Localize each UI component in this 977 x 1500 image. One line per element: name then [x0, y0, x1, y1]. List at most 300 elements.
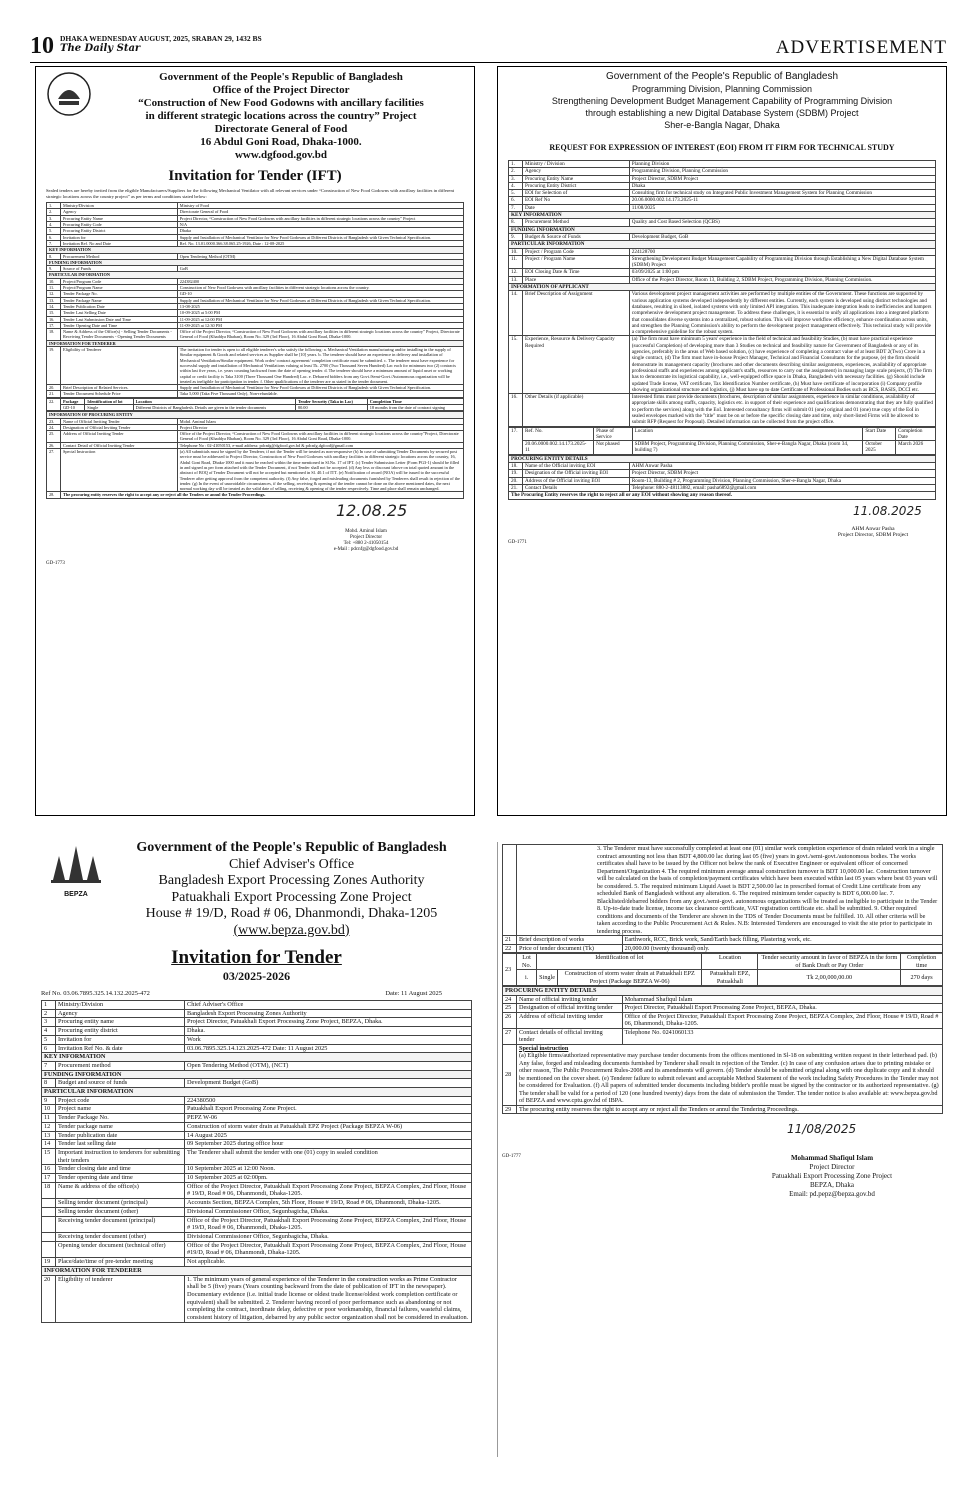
section-header: KEY INFORMATION	[509, 212, 936, 219]
table-row	[509, 291, 936, 336]
row-value: 10 September 2025 at 12:00 Noon.	[185, 1165, 472, 1174]
row-value: Project Director, “Construction of New Food Godowns with ancillary facilities in different strategic locations across the country” Project	[177, 215, 463, 221]
table-row	[42, 1053, 472, 1062]
row-number: 19.	[509, 470, 523, 477]
row-label: Tender package name	[56, 1122, 185, 1131]
row-value: Project Director	[177, 424, 463, 430]
row-value: 03/09/2025 at 1:00 pm	[629, 269, 935, 276]
row-value: Office of the Project Director, Room 13, Building 2, SDBM Project, Programming Division, Planning Commission.	[629, 276, 935, 283]
row-label: Invitation Ref. No and Date	[61, 240, 178, 246]
section-header: PARTICULAR INFORMATION	[47, 272, 464, 278]
lot4-c-0: i.	[517, 970, 537, 986]
bepza-logo-text: BEPZA	[64, 891, 88, 898]
row-label: Tender closing date and time	[56, 1165, 185, 1174]
row-number: 16.	[47, 316, 61, 322]
ad3-address: House # 19/D, Road # 06, Dhanmondi, Dhaka-1205	[145, 906, 438, 921]
ad4-sign-title: Project Director	[809, 1163, 855, 1171]
masthead-rule	[30, 62, 947, 63]
ad1-intro: Sealed tenders are hereby invited from the eligible Manufacturers/Suppliers for the following Mechanical Ventilator with all relevant services under “Construction of New Food Godowns with ancillary facilities in different strategic locations across the country project” as per terms and conditions stated below:	[46, 188, 455, 199]
ad2-sign-title: Project Director, SDBM Project	[837, 531, 909, 538]
row-number: 8.	[509, 219, 523, 226]
table-row	[503, 1004, 943, 1013]
row-value: 09 September 2025 during office hour	[185, 1140, 472, 1149]
row-number	[42, 1232, 56, 1241]
ad2-project-1: Strengthening Development Budget Management Capability of Programming Division	[551, 96, 893, 106]
ad4-r22-v: 20,000.00 (twenty thousand) only.	[622, 944, 942, 953]
row-number: 25.	[47, 431, 61, 443]
ad4-sign-mail: Email: pd.pepz@bepza.gov.bd	[789, 1190, 875, 1198]
row-value: Planning Division	[629, 161, 935, 168]
lot4-c-4: Tk 2,00,000,00.00	[758, 970, 901, 986]
ad3-website: (www.bepza.gov.bd)	[233, 922, 350, 938]
row-number: 23.	[47, 418, 61, 424]
row-number: 27	[503, 1028, 517, 1044]
ad4-r21-n: 21	[503, 936, 517, 945]
lot-h-2: Location	[133, 398, 295, 404]
row-label: Experience, Resource & Delivery Capacity Required	[523, 336, 630, 394]
masthead-left	[30, 34, 262, 58]
lot-c-3: 80.00	[295, 404, 367, 410]
row-value: The invitation for tender is open to all eligible tenderer's who satisfy the following: a. Mechanical Ventilation manufacturing and/or installing in the supply of Similar equipment & Goods and related services as Supplier shall be [10] years. b. The tenderer should have an experience in delivery and installation of Mechanical Ventilation/Similar equipment. Work order/ contract agreement/ completion certificate must be submitted. c. The tenderer must have experience for successful supply and installation of Mechanical Ventilations valuing at least Tk. 2700 (Two Thousand Seven Hundred) Lac each for minimum two (2) contracts within last five years, i.e. years counting backward from the date of opening tender. d. The tenderer should have a minimum amount of liquid asset or working capital or credit facility is Taka 3100 (Three Thousand One Hundred) Lac. e. Debarred bidders from any Govt./Semi-Govt./Autonomous organization will be treated as ineligible for participation in tender. f. Other qualifications of the tenderer are as stated in the tender document.	[177, 347, 463, 385]
table-row	[509, 226, 936, 233]
row-number: 7	[42, 1061, 56, 1070]
ad4-table	[502, 844, 943, 953]
row-value: Taka 5,000 (Taka Five Thousand Only), Non-refundable.	[177, 391, 463, 397]
table-row	[503, 995, 943, 1004]
lot-c-1: Single	[85, 404, 133, 410]
row-value: Office of the Project Director, “Construction of New Food Godowns with ancillary facilities in different strategic locations across the country” Project, Directorate General of Food (Khaddya Bhaban), Room No. 329 (3rd Floor), 16 Abdul Goni Road, Dhaka-1000.	[177, 329, 463, 341]
row-value: Supply and Installation of Mechanical Ventilator for New Food Godowns at Different Districts of Bangladesh with Given Technical Specification.	[177, 234, 463, 240]
row-number: 5.	[509, 190, 523, 197]
table-row	[503, 1028, 943, 1044]
table-row	[509, 276, 936, 283]
row-number: 9.	[47, 266, 61, 272]
ad1-sign-name: Mohd. Aminul Islam	[345, 528, 387, 534]
page-number: 10	[30, 33, 54, 59]
table-row	[509, 455, 936, 462]
section-header: FUNDING INFORMATION	[509, 226, 936, 233]
row-value: Strengthening Development Budget Management Capability of Programming Division through Establishing a New Digital Database System (SDBM) Project	[629, 255, 935, 269]
row-number: 3.	[509, 175, 523, 182]
row-value: Ministry of Food	[177, 203, 463, 209]
section-header: FUNDING INFORMATION	[42, 1070, 472, 1079]
row-value: N/A	[177, 222, 463, 228]
row-number: 12	[42, 1122, 56, 1131]
ref-c-2: SDBM Project, Programming Division, Planning Commission, Sher-e-Bangla Nagar, Dhaka (room 34, building 7)	[632, 441, 863, 455]
row-value: 03.06.7895.325.14.123.2025-472 Date: 11 August 2025	[185, 1044, 472, 1053]
table-row	[509, 477, 936, 484]
row-value: Construction of New Food Godowns with ancillary facilities in different strategic locations across the country.	[177, 285, 463, 291]
row-number: 25	[503, 1004, 517, 1013]
row-value: GD-10	[177, 291, 463, 297]
row-number: 7.	[47, 240, 61, 246]
ad4-r23-n: 23	[503, 954, 517, 986]
row-value: Divisional Commissioner Office, Segunbagicha, Dhaka.	[185, 1232, 472, 1241]
row-label: Designation of official inviting tender	[517, 1004, 623, 1013]
section-header: FUNDING INFORMATION	[47, 259, 464, 265]
row-label: Address of official inviting tender	[517, 1012, 623, 1028]
row-number: 12.	[509, 269, 523, 276]
row-number: 5.	[47, 228, 61, 234]
table-row	[509, 463, 936, 470]
ad3-office: Chief Adviser's Office	[228, 856, 355, 872]
lot4-h-4: Completion time	[901, 954, 943, 970]
row-value: Construction of storm water drain at Patuakhali EPZ Project (Package BEPZA W-06)	[185, 1122, 472, 1131]
table-row	[42, 1266, 472, 1275]
row-value: Open Tendering Method (OTM)	[177, 253, 463, 259]
row-number: 1	[42, 1001, 56, 1010]
row-number: 1.	[509, 161, 523, 168]
row-number: 20	[42, 1275, 56, 1322]
table-row	[42, 1096, 472, 1105]
table-row	[509, 197, 936, 204]
lot-h-1: Identification of lot	[85, 398, 133, 404]
row-number	[42, 1199, 56, 1208]
ad4-signature: 11/08/2025	[787, 1122, 857, 1136]
ad4-sign-org: BEPZA, Dhaka	[810, 1181, 854, 1189]
lot4-c-1: Single	[537, 970, 558, 986]
row-label: Name of official inviting tender	[517, 995, 623, 1004]
ref-h-4: Completion Date	[896, 427, 936, 441]
row-label: Procurement method	[56, 1061, 185, 1070]
row-label: Ministry/Division	[56, 1001, 185, 1010]
row-label: Brief Description of Related Services.	[61, 385, 178, 391]
row-label: Place/date/time of pre-tender meeting	[56, 1258, 185, 1267]
row-number: 16	[42, 1165, 56, 1174]
row-value: Supply and Installation of Mechanical Ventilator for New Food Godowns at Different Districts of Bangladesh with Given Technical Specification.	[177, 385, 463, 391]
table-row	[42, 1207, 472, 1216]
row-value: The Tenderer shall submit the tender with one (01) copy in sealed condition	[185, 1148, 472, 1164]
ref-c-1: Not phased	[594, 441, 632, 455]
row-label: Agency	[61, 209, 178, 215]
row-number: 26.	[47, 442, 61, 448]
row-label: Procuring Entity Name	[61, 215, 178, 221]
ad3-number: 03/2025-2026	[222, 969, 291, 983]
row-label: Receiving tender document (principal)	[56, 1216, 185, 1232]
table-row	[509, 248, 936, 255]
row-number: 3.	[47, 215, 61, 221]
table-row	[509, 336, 936, 394]
row-value: Development Budget (GoB)	[185, 1079, 472, 1088]
row-number: 18	[42, 1182, 56, 1198]
table-row	[42, 1199, 472, 1208]
section-title: ADVERTISEMENT	[775, 37, 947, 58]
ad4-r22-n: 22	[503, 944, 517, 953]
row-label: Address of Official Inviting Tender	[61, 431, 178, 443]
section-header: KEY INFORMATION	[42, 1053, 472, 1062]
ad4-eligibility-cont: 3. The Tenderer must have successfully completed at least one (01) similar work completion experience of drain related work in a single contract amounting not less than BDT 4,800.00 lac during last 05 (five) years in govt./semi-govt./autonomous bodies. The works certificates shall have to be issued by the Officer not below the rank of Executive Engineer or equivalent officer of concerned Department/Organization 4. The required minimum average annual construction turnover is BDT 10,000.00 lac. Construction turnover will be calculated on the basis of completion/payment certificates which have been executed within last 05 years where best 03 years will be considered. 5. The required minimum Liquid Asset is BDT 2,500.00 lac in prescribed format of Credit Line certificate from any scheduled Bank of Bangladesh without any alteration. 6. The required minimum tender capacity is BDT 6,000.00 lac. 7. Blacklisted/debarred bidders from any govt./semi-govt. autonomous organizations will be treated as ineligible to participate in the Tender 8. Up-to-date trade license, income tax clearance certificate, VAT registration certificate etc. shall be submitted. 9. Other required conditions and documents of the Tenderer are shown in the TDS of Tender Documents must be fulfilled. 10. All other criteria will be taken according to the Public Procurement Act & Rules. N.B: Interested Tenderers are encouraged to visit the site prior to participate in tendering process.	[517, 845, 943, 936]
lot4-h-0: Lot No.	[517, 954, 537, 970]
row-value: Telephone No. 0241060133	[622, 1028, 942, 1044]
ad1-gov: Government of the People's Republic of Bangladesh	[159, 71, 403, 83]
table-row	[42, 1140, 472, 1149]
row-label: Eligibility of Tenderer	[61, 347, 178, 385]
row-label: Eligibility of tenderer	[56, 1275, 185, 1322]
table-row	[42, 1165, 472, 1174]
row-number: 28.	[47, 492, 61, 498]
row-label: Project/Program Name	[61, 285, 178, 291]
row-label: Name of the Official inviting EOI	[523, 463, 630, 470]
row-number: 24.	[47, 424, 61, 430]
row-value: Dhaka	[177, 228, 463, 234]
table-row	[47, 449, 464, 492]
table-row	[47, 492, 464, 498]
row-value: AHM Anwar Pasha	[629, 463, 935, 470]
row-value: Development Budget, GoB	[629, 233, 935, 240]
row-value: Room-13, Building # 2, Programming Division, Planning Commission, Sher-e-Bangla Nagar, Dhaka	[629, 477, 935, 484]
table-row	[509, 394, 936, 426]
row-number: 20.	[509, 477, 523, 484]
lot-c-2: Different Districts of Bangladesh. Details are given in the tender documents	[133, 404, 295, 410]
row-value: Project Director, SDBM Project	[629, 470, 935, 477]
ad4-special: (a) Eligible firms/authorized representative may purchase tender documents from the offices mentioned in Sl-18 on submitting written request in their letterhead pad. (b) Any false, forged and misleading documents furnished by Tenderer shall result in rejection of the Tender. (c) In case of any confusion arises due to printing mistake or other reason, The Public Procurement Rules-2008 and its amendments will govern. (d) Tender should be submitted original along with one duplicate copy and it should be mentioned on the cover sheet. (e) Tenderer failure to submit relevant and acceptable Method Statement of the work including Safety Procedures in the Tender may not be considered for Evaluation. (f) All papers of submitted tender documents including bidder's profile must be signed by the contractor or its authorized representative. (g) The tender shall be valid for a period of 120 (one hundred twenty) days from the date of submission the Tender. The tender notice is also available at: www.bepza.gov.bd of BEPZA and www.cptu.gov.bd of IBPA.	[519, 1052, 939, 1104]
row-label: Budget & Source of Funds	[523, 233, 630, 240]
row-value: Telephone No : 02-41050153, e-mail address: pdcnfg@dgfood.gov.bd & pdcnfg.dgfood@gmail.com	[177, 442, 463, 448]
row-number: 11.	[509, 255, 523, 269]
row-number: 9	[42, 1096, 56, 1105]
ad4-r21-v: Earthwork, RCC, Brick work, Sand/Earth back filling, Plastering work, etc.	[622, 936, 942, 945]
lot4-c-2: Construction of storm water drain at Patuakhali EPZ Project (Package BEPZA W-06)	[558, 970, 702, 986]
ad2-sign-name: AHM Anwar Pasha	[851, 525, 895, 532]
ad4-gd: GD-1777	[502, 1154, 521, 1159]
ad1-project-2: in different strategic locations across the country” Project	[145, 110, 417, 122]
table-row	[509, 204, 936, 211]
ad2-footer: The Procuring Entity reserves the right to reject all or any EOI without showing any reason thereof.	[509, 492, 936, 499]
table-row	[509, 233, 936, 240]
row-value: Office of the Project Director, “Construction of New Food Godowns with ancillary facilities in different strategic locations across the country”Project, Directorate General of Food (Khaddya Bhaban), Room No. 329 (3rd Floor), 16 Abdul Goni Road, Dhaka-1000.	[177, 431, 463, 443]
row-number: 19	[42, 1258, 56, 1267]
row-number	[42, 1216, 56, 1232]
table-row	[509, 219, 936, 226]
row-number: 13	[42, 1131, 56, 1140]
ad3-project: Patuakhali Export Processing Zone Project	[171, 889, 412, 905]
table-row	[509, 175, 936, 182]
row-number: 14.	[47, 303, 61, 309]
row-number: 9.	[509, 233, 523, 240]
table-row	[42, 1027, 472, 1036]
ad1-title: Invitation for Tender (IFT)	[168, 168, 342, 184]
paper-name: The Daily Star	[60, 43, 141, 54]
table-row	[509, 182, 936, 189]
row-value: Dhaka.	[185, 1027, 472, 1036]
row-label: Tender Package No.	[61, 291, 178, 297]
row-label: Procuring Entity District	[523, 182, 630, 189]
row-label: Agency	[56, 1009, 185, 1018]
ad4-r28-n: 28	[503, 1044, 517, 1105]
row-label: Special Instruction	[61, 449, 178, 492]
row-number: 26	[503, 1012, 517, 1028]
row-label: Procuring Entity District	[61, 228, 178, 234]
ad2-division: Programming Division, Planning Commission	[631, 84, 813, 94]
section-header: PARTICULAR INFORMATION	[42, 1088, 472, 1097]
ad2-signature: 11.08.2025	[853, 503, 922, 518]
lot-h-4: Completion Time	[367, 398, 463, 404]
lot4-h-3: Tender security amount in favor of BEPZA in the form of Bank Draft or Pay Order	[758, 954, 901, 970]
row-value: GoB	[177, 266, 463, 272]
row-label: Tender Last Submission Date and Time	[61, 316, 178, 322]
row-label: Budget and source of funds	[56, 1079, 185, 1088]
ad3-ref: Ref No. 03.06.7895.325.14.132.2025-472	[41, 990, 150, 997]
row-label: Designation of Official Inviting Tender	[61, 424, 178, 430]
row-value: Office of the Project Director, Patuakhali Export Processing Zone Project, BEPZA Complex, 2nd Floor, House #19/D, Road # 06, Dhanmondi, Dhaka-1205.	[185, 1241, 472, 1257]
row-number: 17	[42, 1174, 56, 1183]
ad4-lot-table	[502, 953, 943, 986]
ad-sdbm-eoi	[497, 66, 947, 816]
row-label: Opening tender document (technical offer)	[56, 1241, 185, 1257]
table-row	[42, 1232, 472, 1241]
row-number: 6	[42, 1044, 56, 1053]
row-value: Supply and Installation of Mechanical Ventilator for New Food Godowns at Different Districts of Bangladesh with Given Technical Specification.	[177, 297, 463, 303]
ad4-special-title: Special instruction	[519, 1044, 569, 1052]
row-number: 4.	[509, 182, 523, 189]
row-number: 4.	[47, 222, 61, 228]
row-label: Tender Package Name	[61, 297, 178, 303]
lot4-h-1: Identification of lot	[537, 954, 702, 970]
ref-h-3: Start Date	[863, 427, 896, 441]
row-number: 13.	[47, 297, 61, 303]
table-row	[509, 470, 936, 477]
table-row	[47, 391, 464, 397]
row-label: Tender Package No.	[56, 1114, 185, 1123]
ad3-authority: Bangladesh Export Processing Zones Authority	[158, 873, 425, 888]
row-label: The procuring entity reserves the right to accept any or reject all the Tenders or annul the Tender Proceedings.	[61, 492, 464, 498]
row-label: Procurement Method	[61, 253, 178, 259]
row-label: Procuring Entity Code	[61, 222, 178, 228]
lot-h-0: Package	[61, 398, 85, 404]
row-number: 11	[42, 1114, 56, 1123]
row-label: Source of Funds	[61, 266, 178, 272]
ad1-gd: GD-1773	[46, 560, 65, 566]
ad1-address: 16 Abdul Goni Road, Dhaka-1000.	[200, 136, 362, 148]
table-row	[42, 1035, 472, 1044]
dgfood-logo-icon	[46, 71, 92, 117]
row-label: Contact details of official inviting tender	[517, 1028, 623, 1044]
row-number: 4	[42, 1027, 56, 1036]
row-number	[42, 1207, 56, 1216]
row-label: Address of the Official inviting EOI	[523, 477, 630, 484]
ad4-sign-name: Mohammad Shafiqul Islam	[790, 1154, 874, 1162]
row-value: 224382400	[177, 278, 463, 284]
row-number: 21.	[47, 391, 61, 397]
row-label: Tender last selling date	[56, 1140, 185, 1149]
ad4-r29-v: The procuring entity reserves the right to accept any or reject all the Tenders or annul the Tendering Proceedings.	[517, 1105, 943, 1114]
section-header: INFORMATION OF APPLICANT	[509, 284, 936, 291]
row-number: 15	[42, 1148, 56, 1164]
ad2-title: REQUEST FOR EXPRESSION OF INTEREST (EOI) FROM IT FIRM FOR TECHNICAL STUDY	[549, 143, 895, 152]
row-label: Tender Document Schedule Price	[61, 391, 178, 397]
row-value: 14 August 2025	[185, 1131, 472, 1140]
table-row	[509, 284, 936, 291]
row-label: Procurement Method	[523, 219, 630, 226]
lot4-h-2: Location	[702, 954, 758, 970]
lot-c-0: GD-10	[61, 404, 85, 410]
table-row	[42, 1275, 472, 1322]
row-number: 17.	[47, 322, 61, 328]
row-label: Invitation Ref No. & date	[56, 1044, 185, 1053]
ad2-ref-table: 17. Ref. No. Phase of Service Location Start Date Completion Date 20.06.0000.002.14.173.2025-11 Not phased SDBM Project, Programming Division, Planning Commission, Sher-e-Bangla Nagar, Dhaka (room 34, building 7) October 2025 March 2026	[508, 427, 936, 455]
row-label: Project / Program Code	[523, 248, 630, 255]
ad3-title: Invitation for Tender	[171, 947, 342, 968]
row-label: Contact Details	[523, 484, 630, 491]
ad2-gd: GD-1771	[508, 539, 527, 545]
table-row	[42, 1216, 472, 1232]
row-number	[42, 1241, 56, 1257]
ad2-place: Sher-e-Bangla Nagar, Dhaka	[664, 120, 780, 130]
ref-c-4: March 2026	[896, 441, 936, 455]
row-value: Office of the Project Director, Patuakhali Export Processing Zone Project, BEPZA Complex, 2nd Floor, House # 19/D, Road # 06, Dhanmondi, Dhaka-1205.	[622, 1012, 942, 1028]
row-value: Chief Adviser's Office	[185, 1001, 472, 1010]
row-value: 11-09-2025 at 12:30 PM	[177, 322, 463, 328]
row-value: PEPZ W-06	[185, 1114, 472, 1123]
ad1-sign-mail: e-Mail : pdcnfg@dgfood.gov.bd	[333, 546, 399, 552]
ad2-gov: Government of the People's Republic of Bangladesh	[605, 71, 839, 82]
row-value: 11-09-2025 at 12:00 PM	[177, 316, 463, 322]
table-row	[42, 1148, 472, 1164]
ad1-lot-table: 22. Package Identification of lot Location Tender Security (Taka in Lac) Completion Time GD-10 Single Different Districts of Bangladesh. Details are given in the tender documents 80.00 18 months from the date of contract signing	[46, 398, 464, 412]
table-row	[42, 1114, 472, 1123]
table-row	[42, 1018, 472, 1027]
bepza-logo-icon	[49, 840, 103, 886]
dateline: DHAKA WEDNESDAY AUGUST, 2025, SRABAN 29, 1432 BS	[60, 34, 262, 43]
table-row	[42, 1001, 472, 1010]
row-label: Selling tender document (principal)	[56, 1199, 185, 1208]
ad3-table	[41, 1000, 472, 1323]
ad4-proc-table	[502, 986, 943, 1114]
row-value: 13-08-2025	[177, 303, 463, 309]
row-label: Invitation for	[61, 234, 178, 240]
row-label: Designation of the Official inviting EOI	[523, 470, 630, 477]
ad1-website: www.dgfood.gov.bd	[234, 149, 327, 161]
row-value: Various development project management activities are performed by multiple entities of the Government. These functions are supported by various application systems developed independently by different entities. Currently, each system is developed using distinct technologies and databases, resulting in siloed, isolated systems with only limited API integration. This inadequate integration leads to inefficiencies and hampers comprehensive development project management. To address these challenges, it is essential to unify all applications into a integrated platform that consolidates diverse systems into a centralized, robust solution. This will improve workflow efficiency, enhance coordination across units, and strengthen the Planning Commission's ability to perform the development project management effectively. This technical study will provide a comprehensive guideline for the robust system.	[629, 291, 935, 336]
ad1-project-1: “Construction of New Food Godowns with ancillary facilities	[138, 97, 424, 109]
ad1-proc-table	[46, 411, 464, 498]
table-row	[42, 1079, 472, 1088]
row-label: Selling tender document (other)	[56, 1207, 185, 1216]
row-number: 2	[42, 1009, 56, 1018]
row-number: 24	[503, 995, 517, 1004]
ad1-directorate: Directorate General of Food	[214, 123, 348, 135]
row-value: 11/08/2025	[629, 204, 935, 211]
table-row	[42, 1044, 472, 1053]
row-label: EOI Closing Date & Time	[523, 269, 630, 276]
row-label: Place	[523, 276, 630, 283]
table-row	[42, 1009, 472, 1018]
row-number: 21.	[509, 484, 523, 491]
table-row	[42, 1061, 472, 1070]
row-value: 20.06.0000.002.14.173.2025-11	[629, 197, 935, 204]
table-row	[47, 431, 464, 443]
table-row	[509, 241, 936, 248]
row-label: Tender Publication Date	[61, 303, 178, 309]
row-value: Dhaka	[629, 182, 935, 189]
table-row	[509, 168, 936, 175]
row-value: Accounts Section, BEPZA Complex, 5th Floor, House # 19/D, Road # 06, Dhanmondi, Dhaka-1205.	[185, 1199, 472, 1208]
row-label: Procuring entity name	[56, 1018, 185, 1027]
row-label: Project code	[56, 1096, 185, 1105]
row-value: Directorate General of Food	[177, 209, 463, 215]
row-number: 2.	[509, 168, 523, 175]
row-label: Tender Opening Date and Time	[61, 322, 178, 328]
table-row	[47, 329, 464, 341]
row-value: Telephone: 880-2-48113882, email: pasha6892@gmail.com	[629, 484, 935, 491]
table-row	[509, 484, 936, 491]
ad2-proc-table	[508, 455, 936, 500]
section-header: INFORMATION OF PROCURING ENTITY	[47, 412, 464, 418]
row-value: 224128700	[629, 248, 935, 255]
ad1-signature: 12.08.25	[336, 500, 408, 520]
lot4-c-5: 270 days	[901, 970, 943, 986]
row-label: Other Details (if applicable)	[523, 394, 630, 426]
